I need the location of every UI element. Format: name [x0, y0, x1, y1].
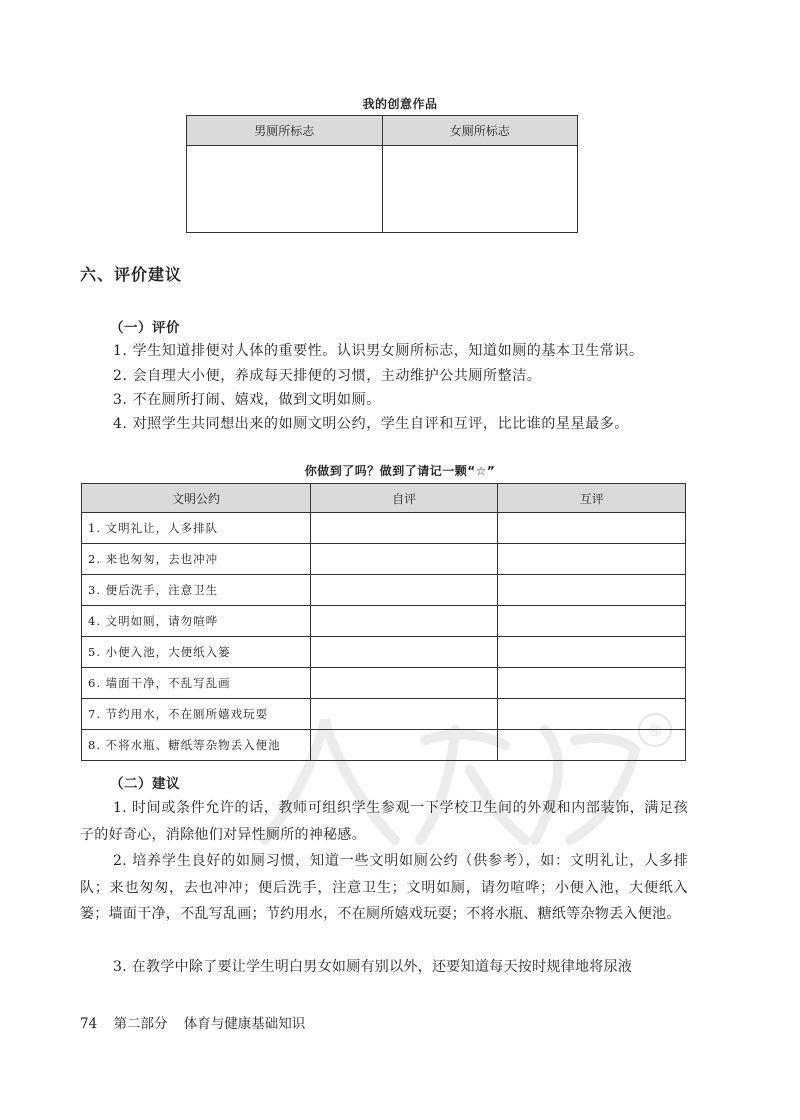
table-row: [82, 544, 686, 575]
self-eval-cell[interactable]: [310, 730, 498, 761]
table-row: [82, 606, 686, 637]
table-row: [82, 637, 686, 668]
creative-caption: 我的创意作品: [362, 97, 438, 111]
peer-eval-cell[interactable]: [498, 637, 686, 668]
suggestion-paragraph: 3. 在教学中除了要让学生明白男女如厕有别以外，还要知道每天按时规律地将尿液: [113, 959, 633, 975]
eval-item: 3. 不在厕所打闹、嬉戏，做到文明如厕。: [113, 392, 381, 408]
self-eval-cell[interactable]: [310, 699, 498, 730]
convention-item: 6. 墙面干净，不乱写乱画: [82, 668, 311, 699]
female-sign-header: 女厕所标志: [382, 116, 578, 146]
convention-header: 文明公约: [82, 484, 311, 513]
self-eval-cell[interactable]: [310, 575, 498, 606]
table-row: [82, 575, 686, 606]
convention-item: 1. 文明礼让，人多排队: [82, 513, 311, 544]
svg-text:®: ®: [647, 721, 663, 740]
convention-item: 5. 小便入池，大便纸入篓: [82, 637, 311, 668]
self-eval-cell[interactable]: [310, 606, 498, 637]
suggestion-heading: （二）建议: [110, 776, 180, 792]
peer-eval-header: 互评: [498, 484, 686, 513]
peer-eval-cell[interactable]: [498, 730, 686, 761]
table-row: [82, 730, 686, 761]
page-footer: [80, 1012, 305, 1032]
convention-item: 4. 文明如厕，请勿喧哗: [82, 606, 311, 637]
peer-eval-cell[interactable]: [498, 668, 686, 699]
male-sign-cell[interactable]: [187, 146, 383, 233]
self-eval-cell[interactable]: [310, 544, 498, 575]
self-eval-cell[interactable]: [310, 513, 498, 544]
convention-item: 8. 不将水瓶、糖纸等杂物丢入便池: [82, 730, 311, 761]
page-number: 74: [80, 1016, 98, 1032]
peer-eval-cell[interactable]: [498, 699, 686, 730]
creative-table: [186, 115, 578, 233]
footer-part: 第二部分: [113, 1016, 168, 1032]
self-eval-cell[interactable]: [310, 637, 498, 668]
peer-eval-cell[interactable]: [498, 606, 686, 637]
evaluation-table: [81, 483, 686, 761]
eval-item: 2. 会自理大小便，养成每天排便的习惯，主动维护公共厕所整洁。: [113, 368, 542, 384]
eval-item: 1. 学生知道排便对人体的重要性。认识男女厕所标志，知道如厕的基本卫生常识。: [113, 343, 644, 359]
convention-item: 3. 便后洗手，注意卫生: [82, 575, 311, 606]
peer-eval-cell[interactable]: [498, 544, 686, 575]
table-row: [82, 668, 686, 699]
table-row: [82, 513, 686, 544]
footer-chapter: 体育与健康基础知识: [183, 1016, 306, 1032]
self-eval-header: 自评: [310, 484, 498, 513]
female-sign-cell[interactable]: [382, 146, 578, 233]
table-row: [82, 699, 686, 730]
section-title: 六、评价建议: [80, 265, 183, 284]
eval-item: 4. 对照学生共同想出来的如厕文明公约，学生自评和互评，比比谁的星星最多。: [113, 416, 630, 432]
suggestion-paragraph: 2. 培养学生良好的如厕习惯，知道一些文明如厕公约（供参考），如：文明礼让，人多排队；来也匆匆，去也冲冲；便后洗手，注意卫生；文明如厕，请勿喧哗；小便入池，大便纸入篓；墙面干净，不乱写乱画；节约用水，不在厕所嬉戏玩耍；不将水瓶、糖纸等杂物丢入便池。: [80, 853, 688, 922]
male-sign-header: 男厕所标志: [187, 116, 383, 146]
suggestion-paragraph: 1. 时间或条件允许的话，教师可组织学生参观一下学校卫生间的外观和内部装饰，满足孩子的好奇心，消除他们对异性厕所的神秘感。: [80, 800, 688, 843]
evaluation-caption: 你做到了吗？做到了请记一颗“☆”: [304, 464, 496, 478]
convention-item: 2. 来也匆匆，去也冲冲: [82, 544, 311, 575]
convention-item: 7. 节约用水，不在厕所嬉戏玩耍: [82, 699, 311, 730]
peer-eval-cell[interactable]: [498, 513, 686, 544]
eval-heading: （一）评价: [110, 320, 180, 336]
self-eval-cell[interactable]: [310, 668, 498, 699]
peer-eval-cell[interactable]: [498, 575, 686, 606]
